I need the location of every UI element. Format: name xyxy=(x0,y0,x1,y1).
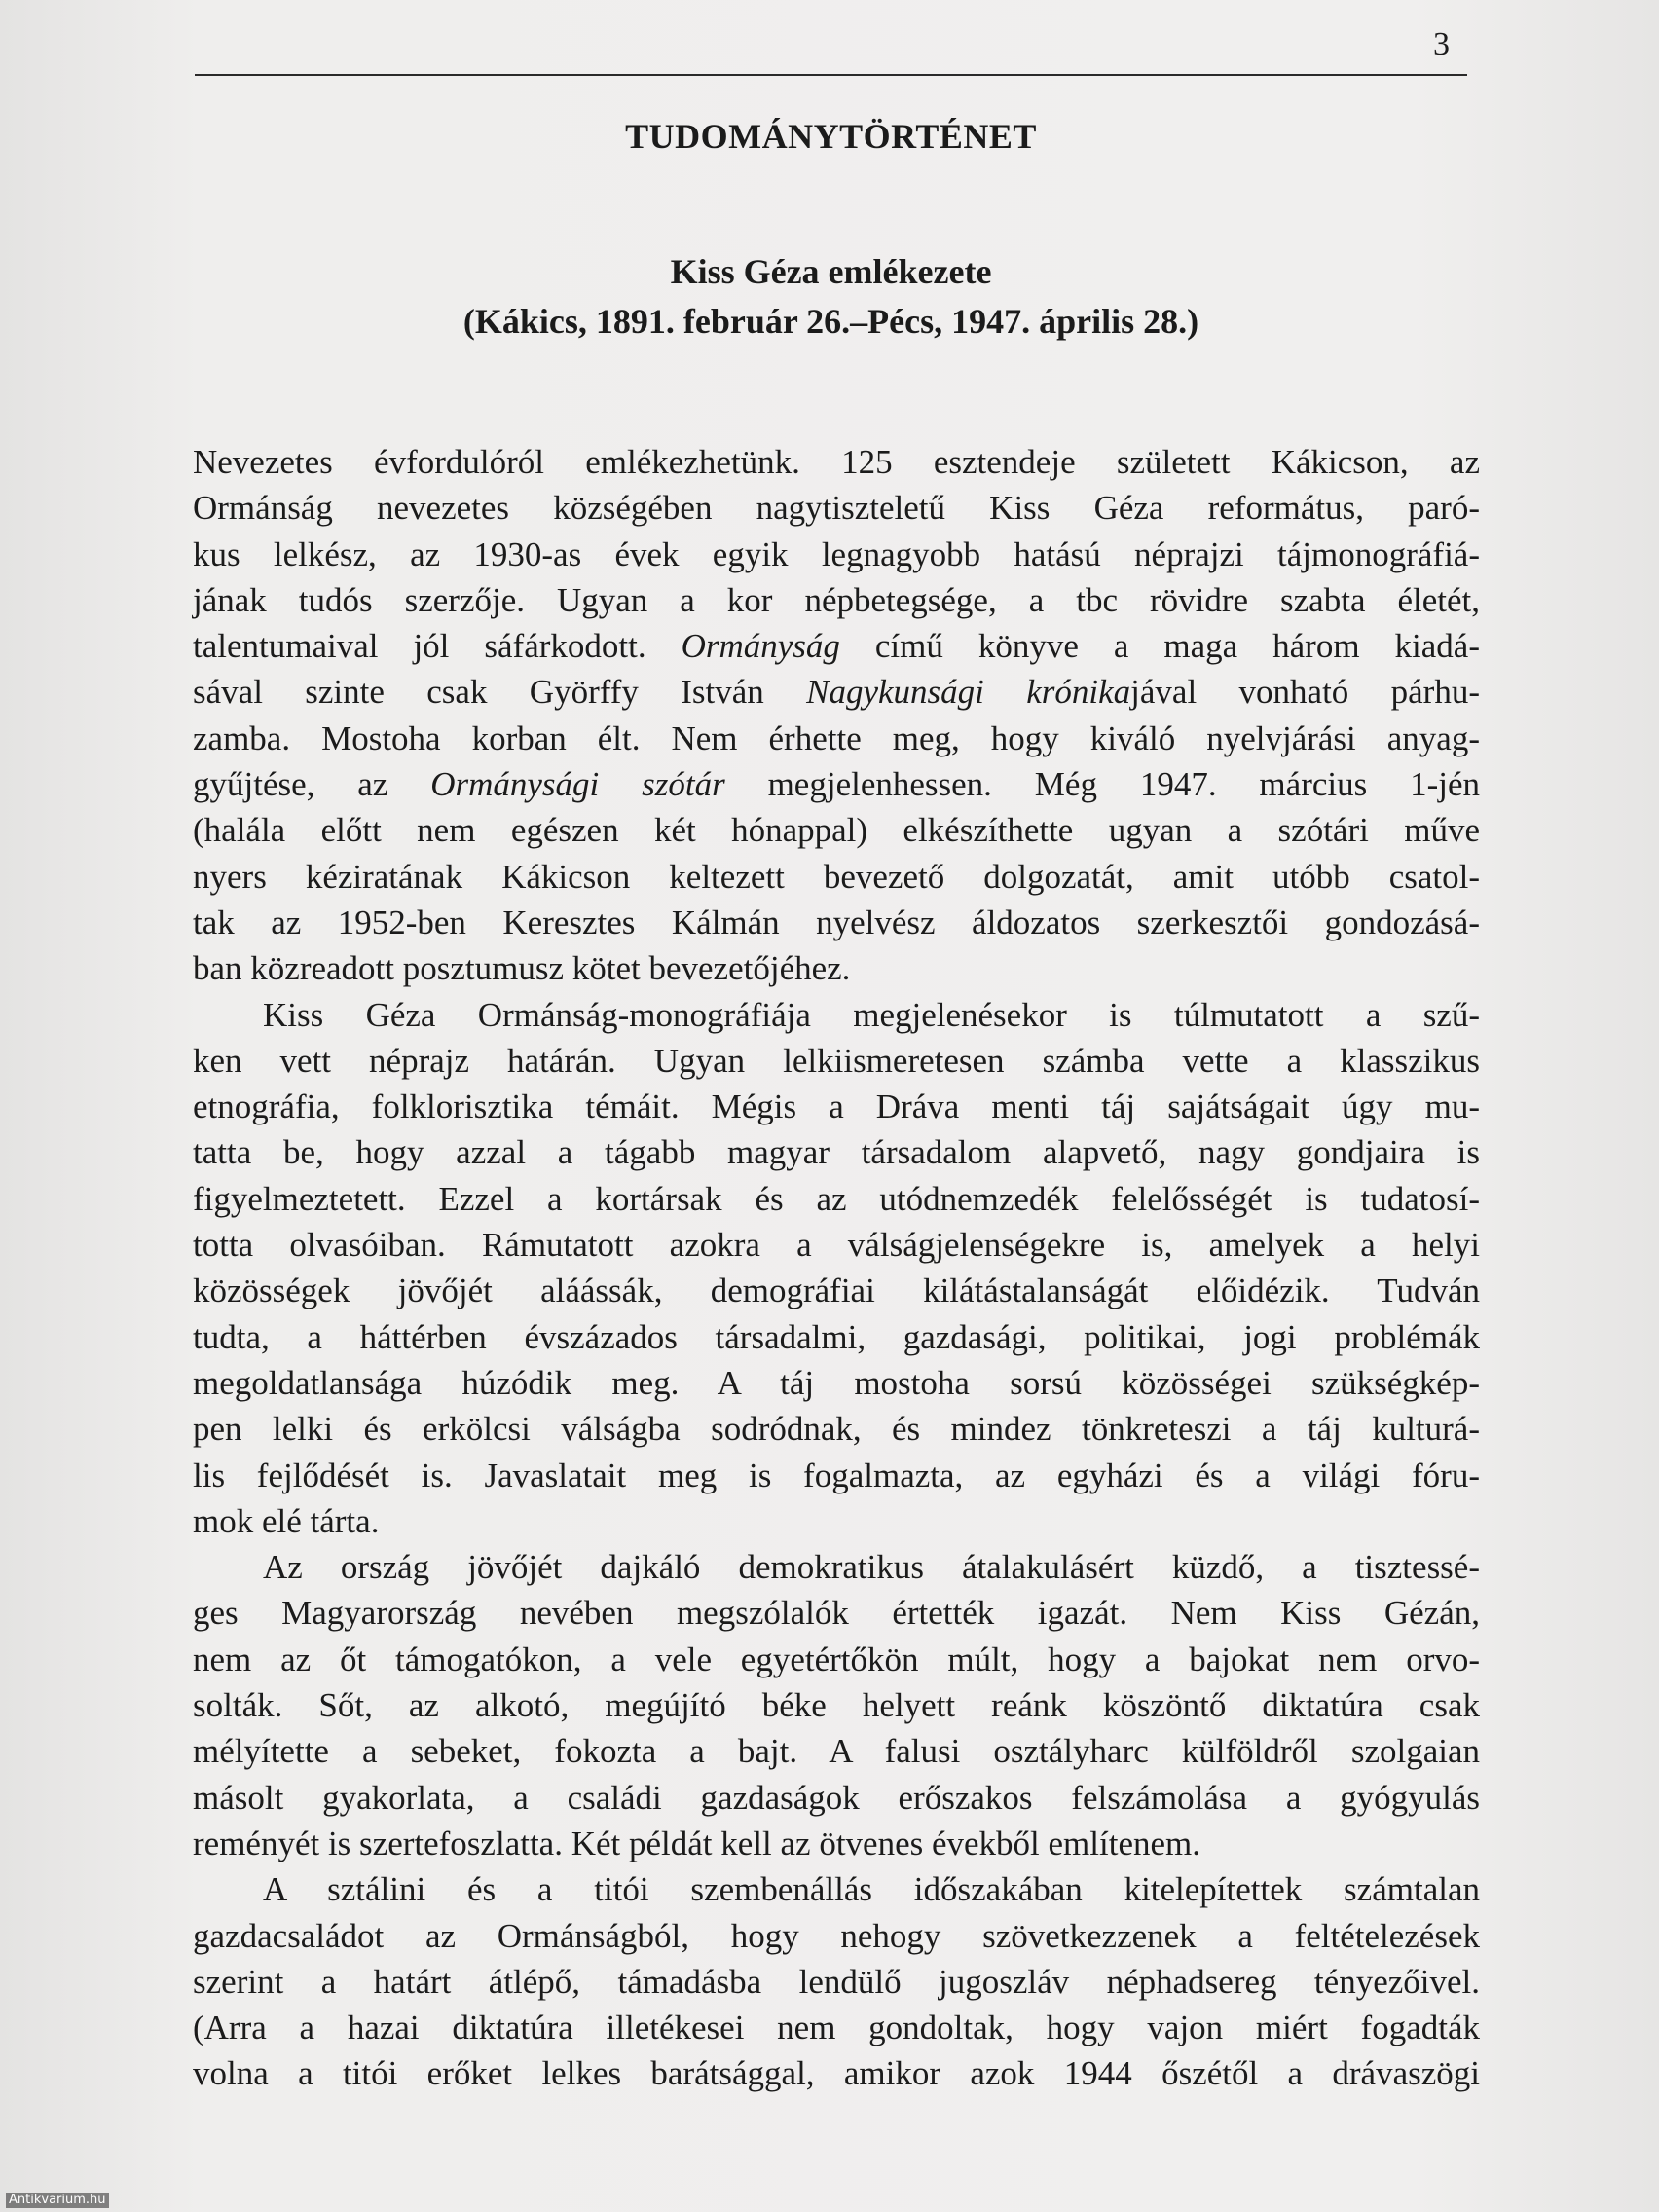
paragraph xyxy=(193,1544,1480,1866)
text-line xyxy=(193,1084,1480,1129)
text-run: Az ország jövőjét dajkáló demokratikus átalakulásért küzdő, a tisztessé- xyxy=(263,1548,1480,1587)
text-run: jával vonható párhu- xyxy=(1130,673,1480,712)
text-line xyxy=(193,1038,1480,1084)
text-run: totta olvasóiban. Rámutatott azokra a válságjelenségekre is, amelyek a helyi xyxy=(193,1226,1480,1265)
text-line xyxy=(193,2050,1480,2096)
text-line xyxy=(193,1453,1480,1498)
text-line xyxy=(193,1544,1480,1590)
text-run: szerint a határt átlépő, támadásba lendülő jugoszláv néphadsereg tényezőivel. xyxy=(193,1962,1480,2001)
text-line xyxy=(193,1268,1480,1313)
text-line xyxy=(193,854,1480,900)
text-line xyxy=(193,1360,1480,1406)
page-number: 3 xyxy=(1433,26,1450,62)
text-line xyxy=(193,761,1480,807)
text-line xyxy=(193,945,1480,991)
text-run: gazdacsaládot az Ormánságból, hogy nehogy szövetkezzenek a feltételezések xyxy=(193,1916,1480,1955)
text-run: gyűjtése, az xyxy=(193,765,431,804)
paragraph xyxy=(193,992,1480,1545)
text-line xyxy=(193,1821,1480,1866)
text-line xyxy=(193,577,1480,623)
article-subtitle: (Kákics, 1891. február 26.–Pécs, 1947. április 28.) xyxy=(462,302,1199,341)
text-line xyxy=(193,716,1480,761)
text-run: jának tudós szerzője. Ugyan a kor népbetegsége, a tbc rövidre szabta életét, xyxy=(193,580,1480,619)
text-run: ban közreadott posztumusz kötet bevezetőjéhez. xyxy=(193,949,851,988)
text-run: etnográfia, folklorisztika témáit. Mégis a Dráva menti táj sajátságait úgy mu- xyxy=(193,1088,1480,1126)
text-run: zamba. Mostoha korban élt. Nem érhette meg, hogy kiváló nyelvjárási anyag- xyxy=(193,719,1480,757)
text-line xyxy=(193,669,1480,715)
article-body xyxy=(193,439,1480,2097)
text-run: sával szinte csak Györffy István xyxy=(193,673,807,712)
italic-title: Ormánysági szótár xyxy=(430,765,725,804)
section-title: TUDOMÁNYTÖRTÉNET xyxy=(625,117,1037,156)
text-run: nem az őt támogatókon, a vele egyetértőkön múlt, hogy a bajokat nem orvo- xyxy=(193,1640,1480,1678)
text-line xyxy=(193,807,1480,853)
text-run: című könyve a maga három kiadá- xyxy=(839,627,1480,666)
text-line xyxy=(193,1314,1480,1360)
paragraph xyxy=(193,1866,1480,2096)
text-run: talentumaival jól sáfárkodott. xyxy=(193,627,682,666)
text-line xyxy=(193,1866,1480,1912)
text-run: (Arra a hazai diktatúra illetékesei nem gondoltak, hogy vajon miért fogadták xyxy=(193,2009,1480,2047)
text-line xyxy=(193,1129,1480,1175)
text-run: kus lelkész, az 1930-as évek egyik legnagyobb hatású néprajzi tájmonográfiá- xyxy=(193,535,1480,573)
italic-title: Ormányság xyxy=(681,627,840,666)
text-run: Kiss Géza Ormánság-monográfiája megjelenésekor is túlmutatott a szű- xyxy=(263,995,1480,1034)
text-run: nyers kéziratának Kákicson keltezett bevezető dolgozatát, amit utóbb csatol- xyxy=(193,857,1480,896)
text-run: ges Magyarország nevében megszólalók értették igazát. Nem Kiss Gézán, xyxy=(193,1594,1480,1633)
text-run: Ormánság nevezetes községében nagytiszteletű Kiss Géza református, paró- xyxy=(193,489,1480,528)
text-line xyxy=(193,2005,1480,2050)
text-line xyxy=(193,1775,1480,1821)
text-run: (halála előtt nem egészen két hónappal) elkészíthette ugyan a szótári műve xyxy=(193,811,1480,850)
text-run: tatta be, hogy azzal a tágabb magyar társadalom alapvető, nagy gondjaira is xyxy=(193,1133,1480,1172)
text-run: A sztálini és a titói szembenállás időszakában kitelepítettek számtalan xyxy=(263,1870,1480,1909)
text-run: reményét is szertefoszlatta. Két példát kell az ötvenes évekből említenem. xyxy=(193,1824,1200,1862)
text-line xyxy=(193,1682,1480,1728)
text-line xyxy=(193,1590,1480,1636)
text-line xyxy=(193,1406,1480,1452)
watermark: Antikvarium.hu xyxy=(6,2193,109,2208)
text-line xyxy=(193,1176,1480,1222)
text-run: pen lelki és erkölcsi válságba sodródnak, és mindez tönkreteszi a táj kulturá- xyxy=(193,1410,1480,1449)
text-run: tudta, a háttérben évszázados társadalmi, gazdasági, politikai, jogi problémák xyxy=(193,1317,1480,1356)
header-rule xyxy=(195,74,1467,76)
text-line xyxy=(193,623,1480,669)
text-run: ken vett néprajz határán. Ugyan lelkiismeretesen számba vette a klasszikus xyxy=(193,1041,1480,1080)
paragraph xyxy=(193,439,1480,992)
article-title: Kiss Géza emlékezete xyxy=(670,252,992,291)
text-run: mok elé tárta. xyxy=(193,1501,380,1540)
text-run: lis fejlődését is. Javaslatait meg is fogalmazta, az egyházi és a világi fóru- xyxy=(193,1456,1480,1494)
text-run: mélyítette a sebeket, fokozta a bajt. A falusi osztályharc külföldről szolgaian xyxy=(193,1732,1480,1771)
text-run: figyelmeztetett. Ezzel a kortársak és az utódnemzedék felelősségét is tudatosí- xyxy=(193,1179,1480,1218)
text-line xyxy=(193,439,1480,485)
text-line xyxy=(193,1913,1480,1959)
text-run: solták. Sőt, az alkotó, megújító béke helyett reánk köszöntő diktatúra csak xyxy=(193,1686,1480,1725)
text-run: megjelenhessen. Még 1947. március 1-jén xyxy=(724,765,1481,804)
text-run: másolt gyakorlata, a családi gazdaságok erőszakos felszámolása a gyógyulás xyxy=(193,1778,1480,1817)
text-line xyxy=(193,1959,1480,2005)
text-run: volna a titói erőket lelkes barátsággal, amikor azok 1944 őszétől a drávaszögi xyxy=(193,2054,1480,2093)
text-run: Nevezetes évfordulóról emlékezhetünk. 125 esztendeje született Kákicson, az xyxy=(193,443,1480,481)
text-run: közösségek jövőjét aláássák, demográfiai kilátástalanságát előidézik. Tudván xyxy=(193,1272,1480,1310)
italic-title: Nagykunsági krónika xyxy=(806,673,1131,712)
text-line xyxy=(193,532,1480,577)
text-run: megoldatlansága húzódik meg. A táj mostoha sorsú közösségei szükségkép- xyxy=(193,1363,1480,1402)
text-line xyxy=(193,1498,1480,1544)
text-run: tak az 1952-ben Keresztes Kálmán nyelvész áldozatos szerkesztői gondozásá- xyxy=(193,903,1480,941)
text-line xyxy=(193,485,1480,531)
text-line xyxy=(193,1222,1480,1268)
text-line xyxy=(193,992,1480,1038)
text-line xyxy=(193,1728,1480,1774)
text-line xyxy=(193,900,1480,945)
text-line xyxy=(193,1637,1480,1682)
